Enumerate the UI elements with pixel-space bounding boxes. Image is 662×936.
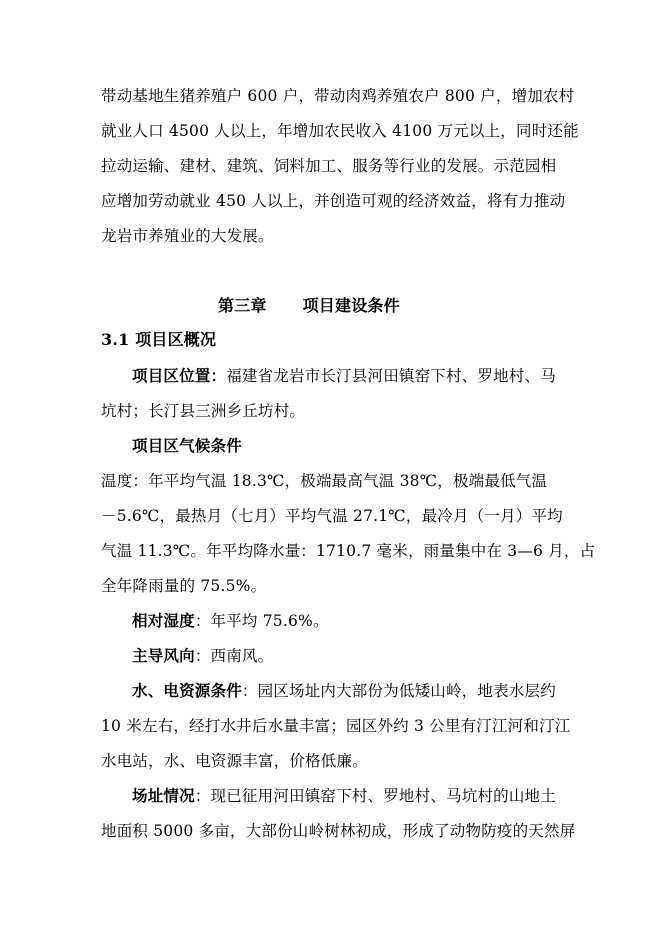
paragraph-1-line-3: 拉动运输、建材、建筑、饲料加工、服务等行业的发展。示范园相 xyxy=(101,157,557,175)
water-line-1 xyxy=(132,681,556,701)
location-line-1 xyxy=(132,366,556,386)
climate-line-3: 气温 11.3℃。年平均降水量：1710.7 毫米，雨量集中在 3—6 月，占 xyxy=(101,542,596,560)
climate-line-1: 温度：年平均气温 18.3℃，极端最高气温 38℃，极端最低气温 xyxy=(101,472,548,490)
chapter-title: 项目建设条件 xyxy=(302,296,400,315)
climate-line-2: －5.6℃，最热月（七月）平均气温 27.1℃，最冷月（一月）平均 xyxy=(101,507,563,525)
wind-line xyxy=(132,646,273,666)
site-line-2: 地面积 5000 多亩，大部份山岭树林初成，形成了动物防疫的天然屏 xyxy=(101,822,576,840)
wind-label: 主导风向 xyxy=(132,646,195,665)
location-text: 福建省龙岩市长汀县河田镇窑下村、罗地村、马 xyxy=(226,367,556,385)
location-label: 项目区位置： xyxy=(132,366,227,385)
climate-heading: 项目区气候条件 xyxy=(132,436,242,455)
wind-text: ：西南风。 xyxy=(194,647,274,665)
water-text: ：园区场址内大部份为低矮山岭，地表水层约 xyxy=(241,682,556,700)
water-line-2: 10 米左右，经打水井后水量丰富；园区外约 3 公里有汀江河和汀江 xyxy=(101,717,571,735)
paragraph-1-line-5: 龙岩市养殖业的大发展。 xyxy=(101,227,274,245)
paragraph-1-line-1: 带动基地生猪养殖户 600 户，带动肉鸡养殖农户 800 户，增加农村 xyxy=(101,87,575,105)
location-line-2: 坑村；长汀县三洲乡丘坊村。 xyxy=(101,402,306,420)
humidity-label: 相对湿度 xyxy=(132,611,195,630)
paragraph-1-line-2: 就业人口 4500 人以上，年增加农民收入 4100 万元以上，同时还能 xyxy=(101,122,579,140)
section-heading: 3.1 项目区概况 xyxy=(101,330,217,349)
humidity-text: ：年平均 75.6%。 xyxy=(194,612,329,630)
site-label: 场址情况 xyxy=(132,786,195,805)
chapter-heading xyxy=(218,296,400,316)
climate-line-4: 全年降雨量的 75.5%。 xyxy=(101,577,267,595)
water-label: 水、电资源条件 xyxy=(132,681,242,700)
site-text: ：现已征用河田镇窑下村、罗地村、马坑村的山地土 xyxy=(194,787,556,805)
humidity-line xyxy=(132,611,329,631)
chapter-number: 第三章 xyxy=(218,296,267,315)
site-line-1 xyxy=(132,786,556,806)
water-line-3: 水电站，水、电资源丰富，价格低廉。 xyxy=(101,752,368,770)
paragraph-1-line-4: 应增加劳动就业 450 人以上，并创造可观的经济效益，将有力推动 xyxy=(101,192,566,210)
